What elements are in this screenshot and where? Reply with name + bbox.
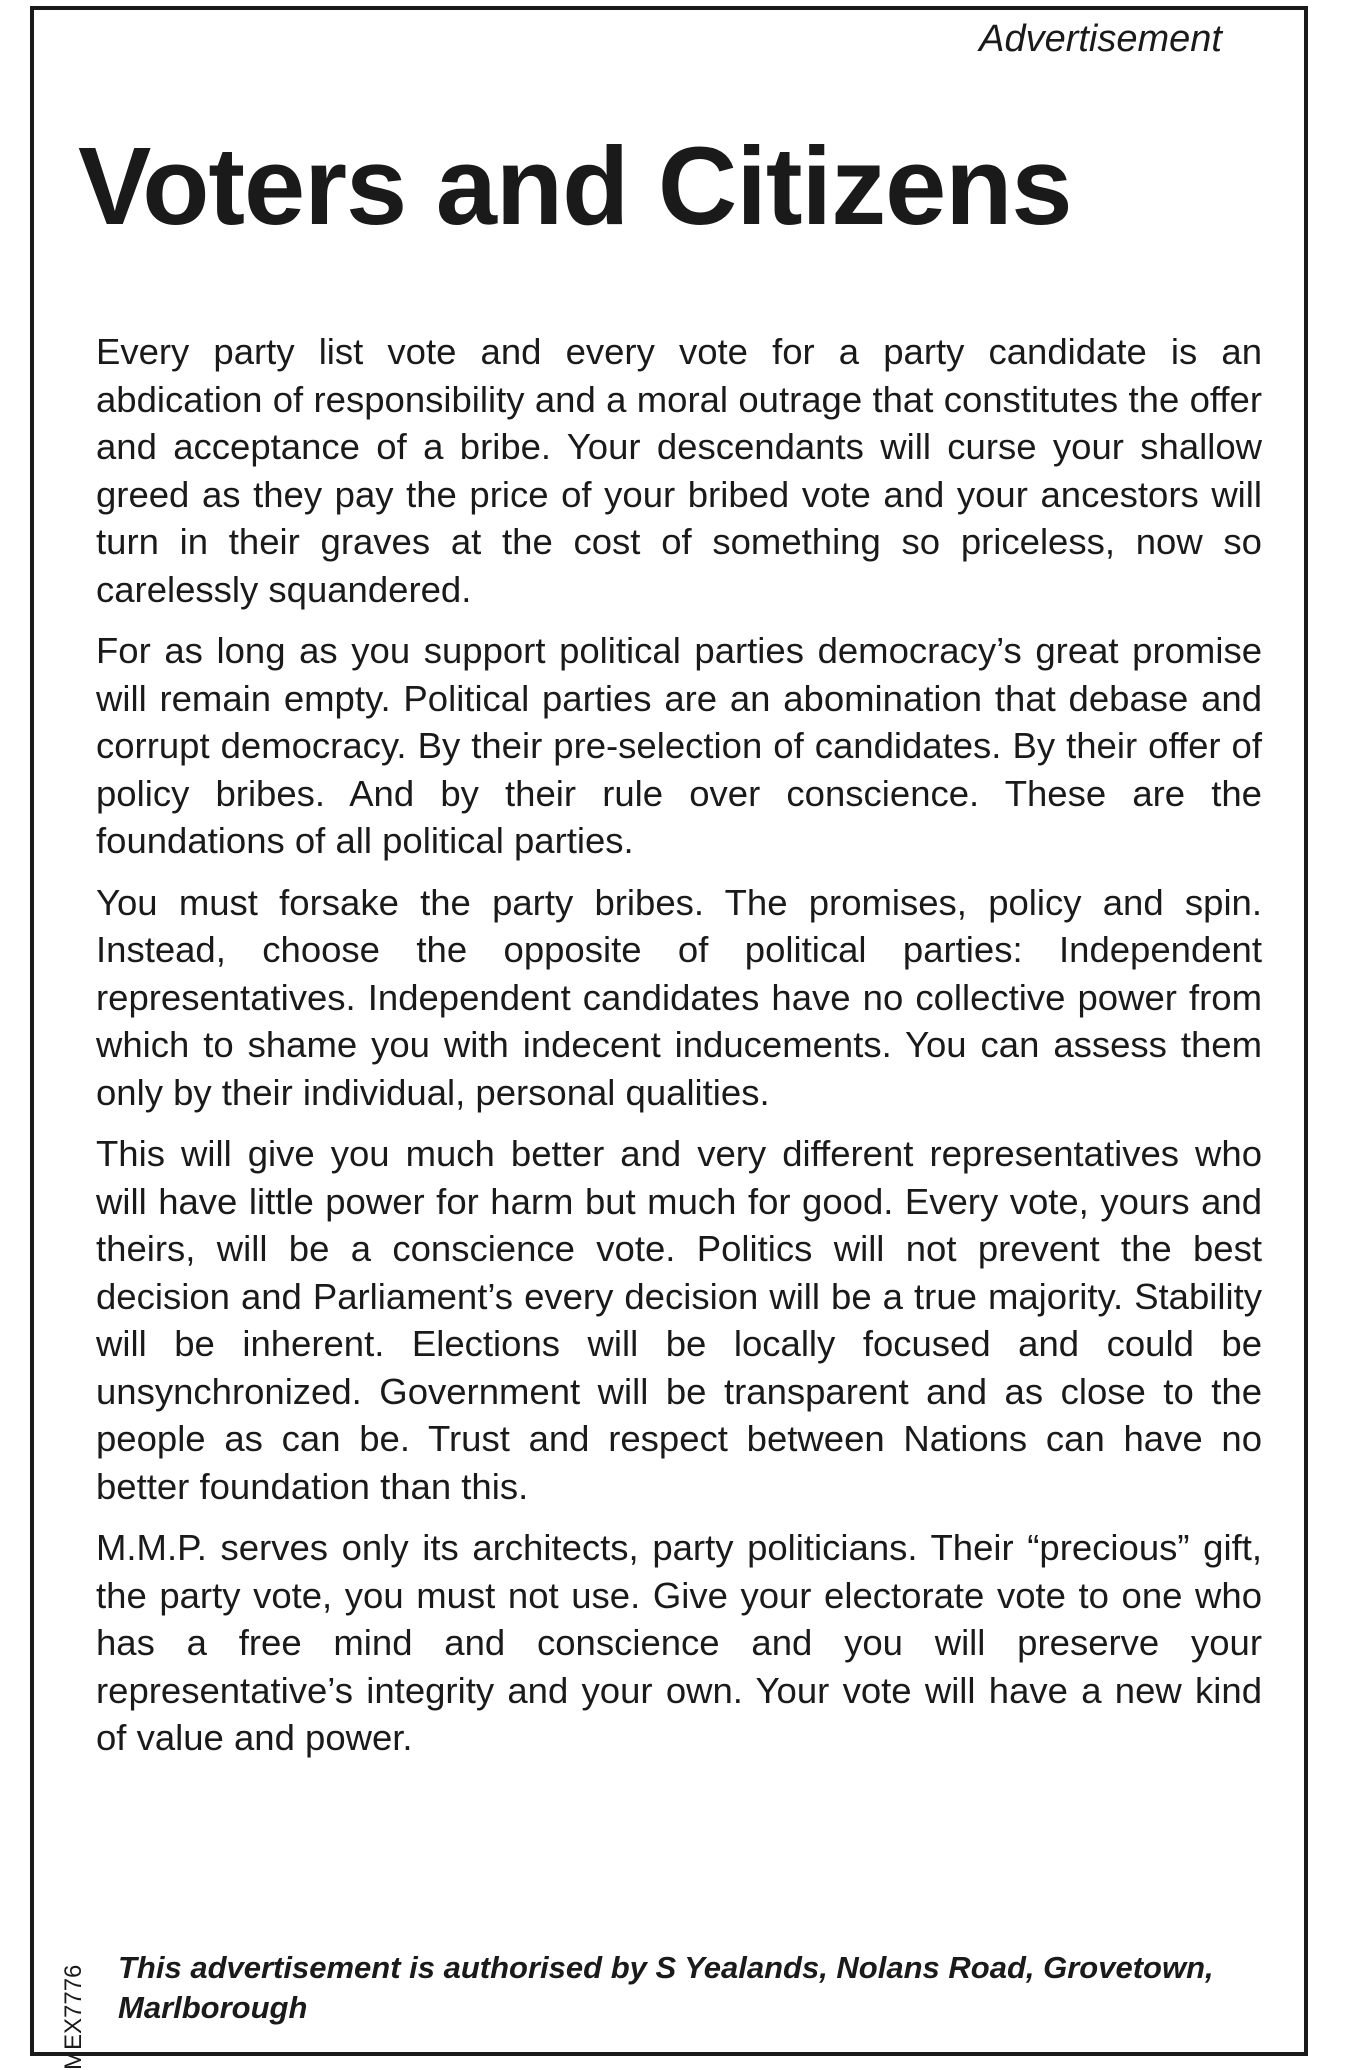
advertisement-label: Advertisement — [979, 18, 1222, 60]
body-text — [96, 328, 1262, 1776]
paragraph-1: Every party list vote and every vote for a party candidate is an abdication of responsibility and a moral outrage that constitutes the offer and acceptance of a bribe. Your descendants will curse your shallow greed as they pay the price of your bribed vote and your ancestors will turn in their graves at the cost of something so priceless, now so carelessly squandered. — [96, 331, 1262, 610]
paragraph-4: This will give you much better and very different representatives who will have little power for harm but much for good. Every vote, yours and theirs, will be a conscience vote. Politics will not prevent the best decision and Parliament’s every decision will be a true majority. Stability will be inherent. Elections will be locally focused and could be unsynchronized. Government will be transparent and as close to the people as can be. Trust and respect between Nations can have no better foundation than this. — [96, 1133, 1262, 1507]
advertisement-box — [30, 6, 1308, 2070]
paragraph-5: M.M.P. serves only its architects, party politicians. Their “precious” gift, the party vote, you must not use. Give your electorate vote to one who has a free mind and conscience and you will preserve your representative’s integrity and your own. Your vote will have a new kind of value and power. — [96, 1527, 1262, 1758]
paragraph-2: For as long as you support political parties democracy’s great promise will remain empty. Political parties are an abomination that debase and corrupt democracy. By their pre-selection of candidates. By their offer of policy bribes. And by their rule over conscience. These are the foundations of all political parties. — [96, 630, 1262, 861]
headline: Voters and Citizens — [78, 125, 1072, 248]
authorisation-statement: This advertisement is authorised by S Yealands, Nolans Road, Grovetown, Marlborough — [118, 1950, 1214, 2025]
reference-code: MEX7776 — [60, 1964, 87, 2070]
paragraph-3: You must forsake the party bribes. The promises, policy and spin. Instead, choose the opposite of political parties: Independent representatives. Independent candidates have no collective power from which to shame you with indecent inducements. You can assess them only by their individual, personal qualities. — [96, 881, 1262, 1113]
